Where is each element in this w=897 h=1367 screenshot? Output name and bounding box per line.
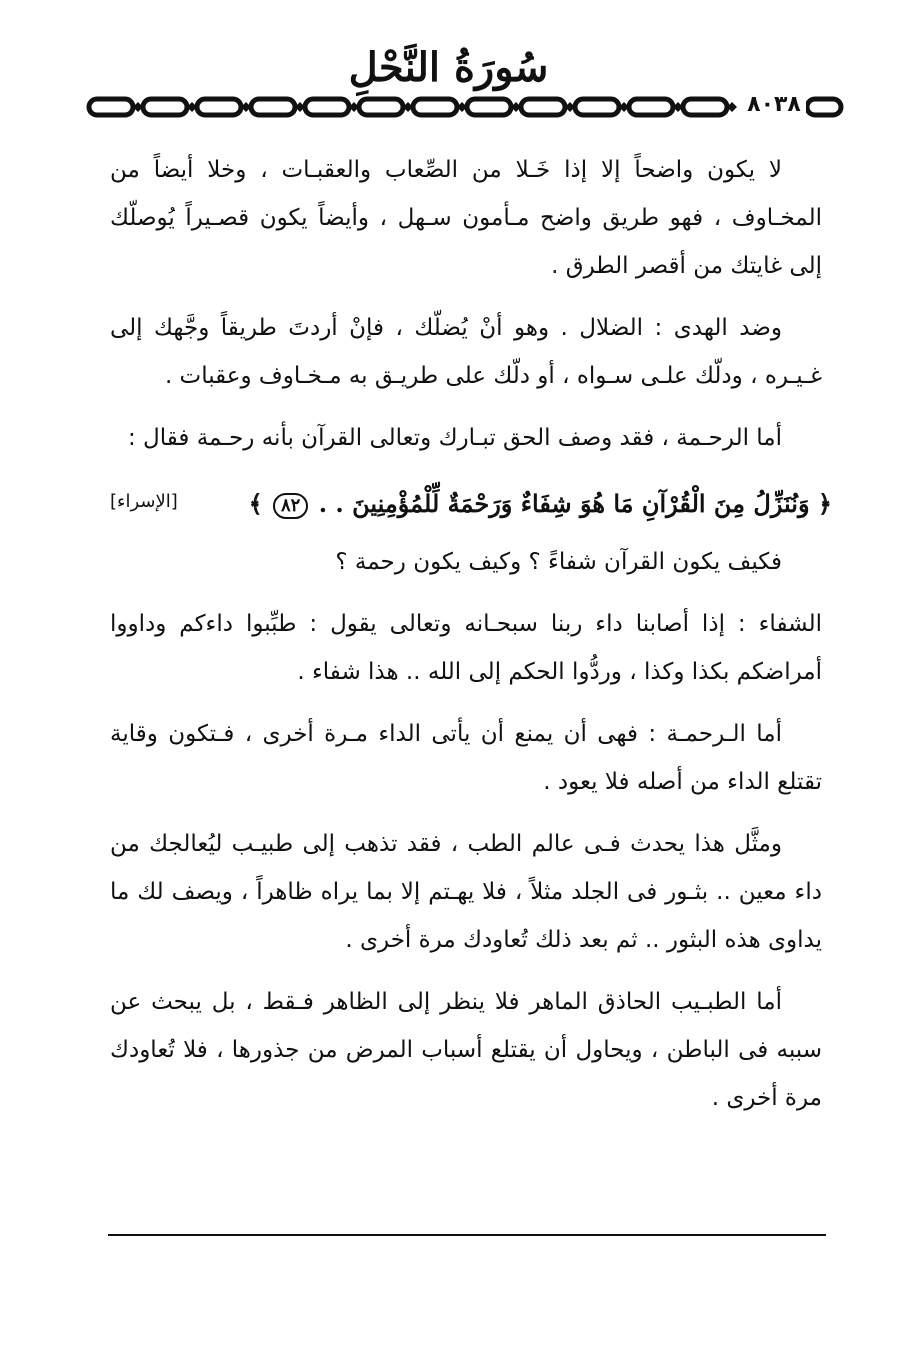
surah-reference: [الإسراء] [110,491,178,512]
paragraph-3: أما الرحـمة ، فقد وصف الحق تبـارك وتعالى القرآن بأنه رحـمة فقال : [128,425,782,451]
decorative-header-border [85,90,845,124]
verse-closing-bracket: ﴾ [248,489,263,518]
verse-text: ﴿ وَنُنَزِّلُ مِنَ الْقُرْآنِ مَا هُوَ شِفَاءٌ وَرَحْمَةٌ لِّلْمُؤْمِنِينَ . . [318,489,832,518]
paragraph-1: لا يكون واضحاً إلا إذا خَـلا من الصِّعاب والعقبـات ، وخلا أيضاً من المخـاوف ، فهو طريق واضح مـأمون سـهل ، وأيضاً يكون قصـيراً يُوصلّك إلى غايتك من أقصر الطرق . [110,157,822,279]
paragraph-2: وضد الهدى : الضلال . وهو أنْ يُضلّك ، فإنْ أردتَ طريقاً وجَّهك إلى غـيـره ، ودلّك علـى سـواه ، أو دلّك على طريـق به مـخـاوف وعقبات . [110,315,822,389]
quran-verse [249,476,832,532]
page-content [110,146,832,1136]
footer-rule [108,1234,826,1236]
quran-verse-row [110,476,832,532]
paragraph-8: أما الطبـيب الحاذق الماهر فلا ينظر إلى الظاهر فـقط ، بل يبحث عن سببه فى الباطن ، ويحاول أن يقتلع أسباب المرض من جذورها ، فلا تُعاودك مرة أخرى . [110,989,822,1111]
ayah-number: ٨٢ [273,493,308,519]
page-number: ٨٠٣٨ [742,88,806,122]
paragraph-6: أما الـرحمـة : فهى أن يمنع أن يأتى الداء مـرة أخرى ، فـتكون وقاية تقتلع الداء من أصله فلا يعود . [110,721,822,795]
paragraph-4: فكيف يكون القرآن شفاءً ؟ وكيف يكون رحمة ؟ [335,549,782,575]
paragraph-7: ومثَّل هذا يحدث فـى عالم الطب ، فقد تذهب إلى طبيـب ليُعالجك من داء معين .. بثـور فى الجلد مثلاً ، فلا يهـتم إلا بما يراه ظاهراً ، ويصف لك ما يداوى هذه البثور .. ثم بعد ذلك تُعاودك مرة أخرى . [110,831,822,953]
paragraph-5: الشفاء : إذا أصابنا داء ربنا سبحـانه وتعالى يقول : طبِّبوا داءكم وداووا أمراضكم بكذا وكذا ، وردُّوا الحكم إلى الله .. هذا شفاء . [110,611,822,685]
surah-title: سُورَةُ النَّحْلِ [348,44,549,91]
